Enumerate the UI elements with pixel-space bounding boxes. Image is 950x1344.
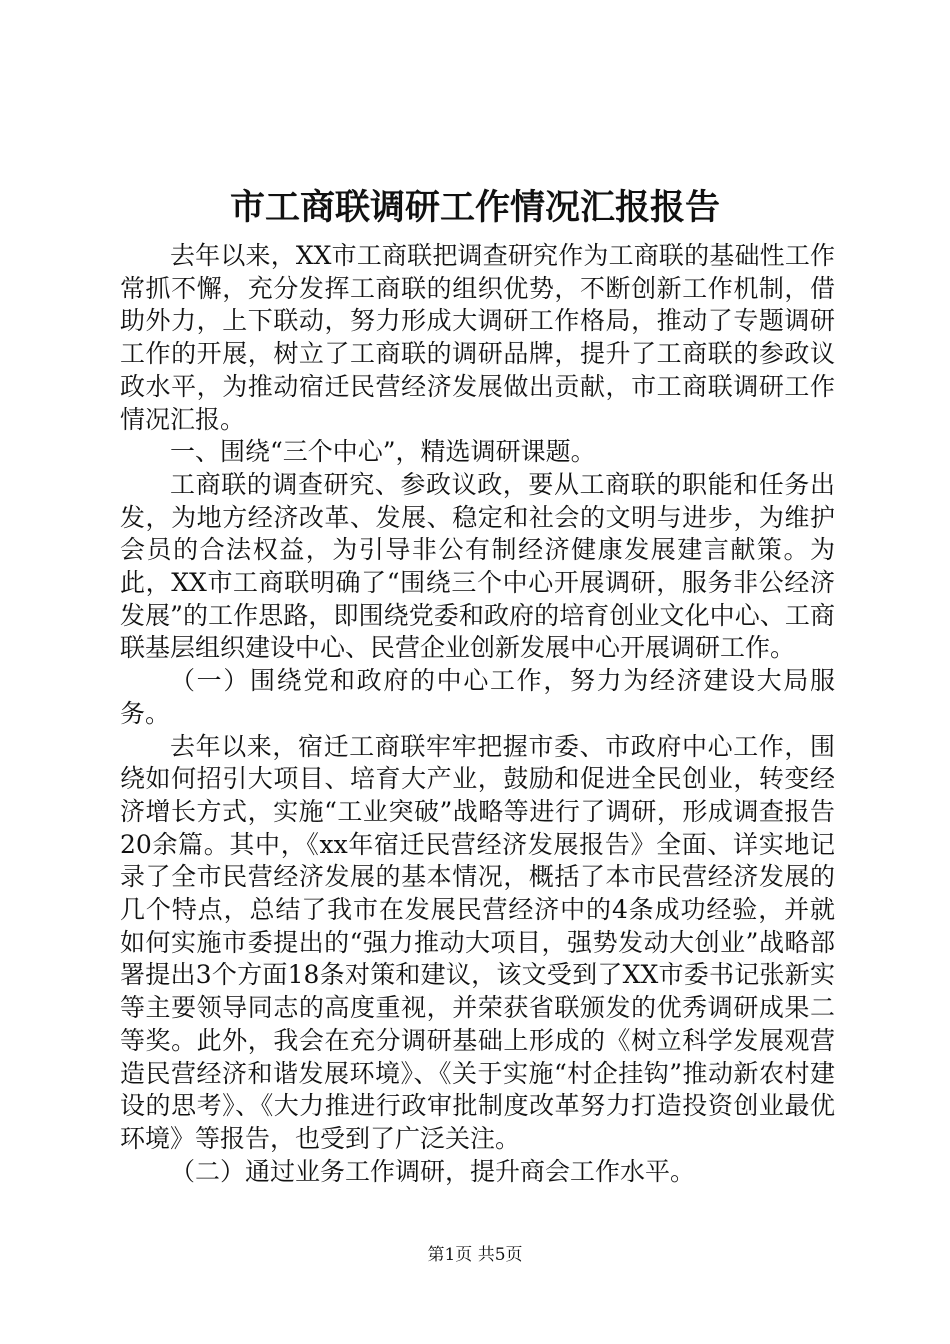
paragraph-subsection-1: 去年以来，宿迁工商联牢牢把握市委、市政府中心工作，围绕如何招引大项目、培育大产业，鼓励和促进全民创业，转变经济增长方式，实施“工业突破”战略等进行了调研，形成调查报告20余篇。其中，《xx年宿迁民营经济发展报告》全面、详实地记录了全市民营经济发展的基本情况，概括了本市民营经济发展的几个特点，总结了我市在发展民营经济中的4条成功经验，并就如何实施市委提出的“强力推动大项目，强势发动大创业”战略部署提出3个方面18条对策和建议，该文受到了XX市委书记张新实等主要领导同志的高度重视，并荣获省联颁发的优秀调研成果二等奖。此外，我会在充分调研基础上形成的《树立科学发展观营造民营经济和谐发展环境》、《关于实施“村企挂钩”推动新农村建设的思考》、《大力推进行政审批制度改革努力打造投资创业最优环境》等报告，也受到了广泛关注。: [120, 731, 835, 1153]
page-number-footer: 第1页 共5页: [427, 1245, 523, 1265]
subsection-heading-2: （二）通过业务工作调研，提升商会工作水平。: [170, 1156, 696, 1186]
paragraph-intro: 去年以来，XX市工商联把调查研究作为工商联的基础性工作常抓不懈，充分发挥工商联的组织优势，不断创新工作机制，借助外力，上下联动，努力形成大调研工作格局，推动了专题调研工作的开展，树立了工商联的调研品牌，提升了工商联的参政议政水平，为推动宿迁民营经济发展做出贡献，市工商联调研工作情况汇报。: [120, 241, 835, 434]
paragraph-section-1: 工商联的调查研究、参政议政，要从工商联的职能和任务出发，为地方经济改革、发展、稳定和社会的文明与进步，为维护会员的合法权益，为引导非公有制经济健康发展建言献策。为此，XX市工商联明确了“围绕三个中心开展调研，服务非公经济发展”的工作思路，即围绕党委和政府的培育创业文化中心、工商联基层组织建设中心、民营企业创新发展中心开展调研工作。: [120, 469, 835, 663]
document-body: [120, 240, 835, 1188]
section-heading-1: 一、围绕“三个中心”，精选调研课题。: [170, 437, 596, 467]
subsection-heading-1: （一）围绕党和政府的中心工作，努力为经济建设大局服务。: [120, 666, 835, 728]
document-title: 市工商联调研工作情况汇报报告: [229, 187, 720, 228]
